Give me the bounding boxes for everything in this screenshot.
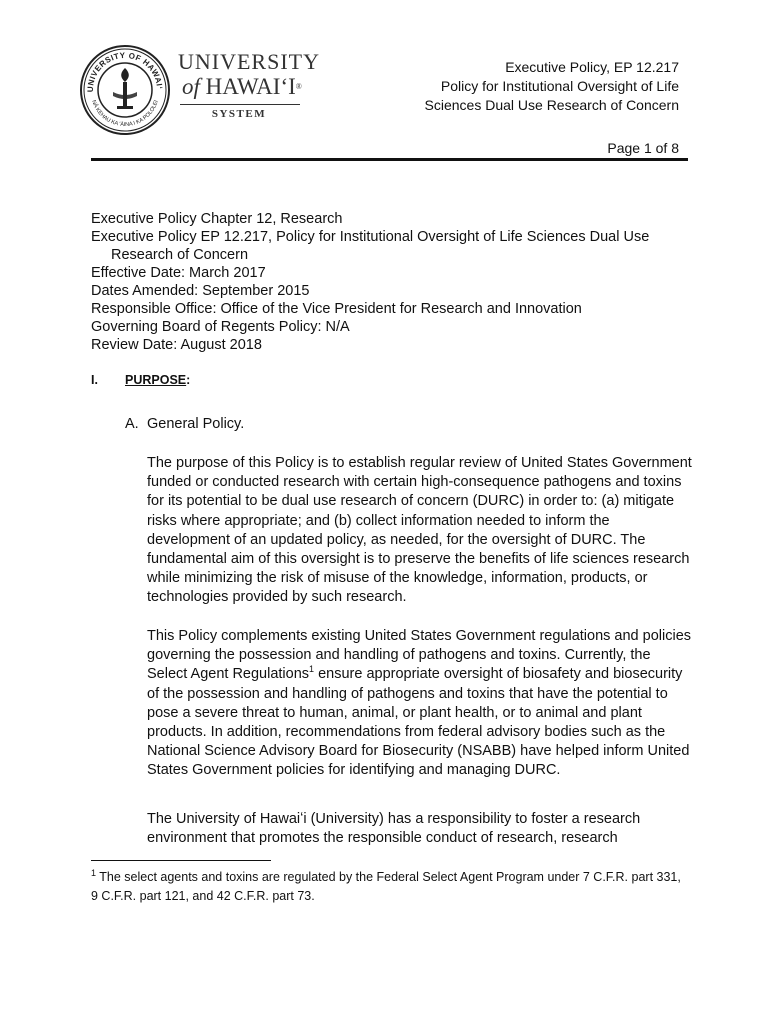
- meta-effective-date: Effective Date: March 2017: [91, 265, 266, 281]
- paragraph-complements: [147, 627, 692, 781]
- meta-board-policy: Governing Board of Regents Policy: N/A: [91, 319, 350, 335]
- paragraph-complements-part2: ensure appropriate oversight of biosafety and biosecurity of the possession and handling of pathogens and toxins that have the potential to pose a severe threat to human, animal, or plant health, or to animal and plant products. In addition, recommendations from federal advisory bodies such as the National Science Advisory Board for Biosecurity (NSABB) have helped inform United States Government policies for identifying and managing DURC.: [147, 666, 690, 779]
- footnote: [91, 868, 691, 906]
- footnote-reference[interactable]: 1: [309, 664, 315, 675]
- section-colon: :: [186, 373, 191, 387]
- header-line-1: Executive Policy, EP 12.217: [505, 59, 679, 75]
- paragraph-university: The University of Hawaiʻi (University) has a responsibility to foster a research environment that promotes the responsible conduct of research, research: [147, 811, 641, 847]
- header-divider: [91, 158, 688, 161]
- meta-review-date: Review Date: August 2018: [91, 337, 262, 353]
- paragraph-purpose: The purpose of this Policy is to establish regular review of United States Government funded or conducted research with certain high-consequence pathogens and toxins for its potential to be dual use research of concern (DURC) in order to: (a) mitigate risks where appropriate; and (b) collect information needed to inform the development of an updated policy, as needed, for the oversight of DURC. The fundamental aim of this oversight is to preserve the benefits of life sciences research while minimizing the risk of misuse of the knowledge, information, products, or technologies provided by such research.: [147, 455, 692, 606]
- university-seal-logo: [79, 44, 171, 136]
- page-number: Page 1 of 8: [607, 140, 679, 156]
- footnote-mark: 1: [91, 867, 97, 878]
- meta-chapter: Executive Policy Chapter 12, Research: [91, 211, 343, 227]
- wordmark-of: of: [182, 74, 200, 99]
- footnote-text: The select agents and toxins are regulated by the Federal Select Agent Program under 7 C.F.R. part 331, 9 C.F.R. part 121, and 42 C.F.R. part 73.: [91, 870, 681, 903]
- wordmark-system: SYSTEM: [211, 108, 267, 120]
- wordmark-hawaii-text: HAWAIʻI: [205, 74, 296, 99]
- header-line-2: Policy for Institutional Oversight of Life: [440, 78, 679, 94]
- registered-mark: ®: [295, 82, 302, 91]
- subsection-title: General Policy.: [147, 416, 245, 432]
- subsection-heading: [125, 416, 244, 432]
- footnote-divider: [91, 860, 271, 861]
- policy-metadata: [91, 210, 691, 354]
- seal-top-text: UNIVERSITY OF HAWAIʻ: [85, 50, 165, 93]
- section-title: PURPOSE: [125, 373, 187, 387]
- meta-policy-title: Executive Policy EP 12.217, Policy for Institutional Oversight of Life Sciences Dual Use: [91, 229, 650, 245]
- meta-dates-amended: Dates Amended: September 2015: [91, 283, 310, 299]
- wordmark-divider: [180, 104, 300, 105]
- policy-header: [425, 58, 679, 115]
- header-line-3: Sciences Dual Use Research of Concern: [424, 97, 679, 113]
- university-wordmark: [178, 49, 320, 120]
- section-heading: [91, 373, 190, 387]
- section-number: I.: [91, 373, 98, 387]
- wordmark-university: UNIVERSITY: [178, 49, 320, 74]
- subsection-letter: A.: [125, 416, 139, 432]
- paragraph-complements-part1: This Policy complements existing United States Government regulations and policies governing the possession and handling of pathogens and toxins. Currently, the Select Agent Regulations: [147, 628, 692, 683]
- wordmark-hawaii: [178, 74, 308, 100]
- meta-responsible-office: Responsible Office: Office of the Vice President for Research and Innovation: [91, 301, 582, 317]
- seal-bottom-text: NĀ KEHAU KA ʻĀINA I KA POLOLEI: [90, 99, 160, 129]
- meta-policy-title-cont: Research of Concern: [111, 247, 249, 263]
